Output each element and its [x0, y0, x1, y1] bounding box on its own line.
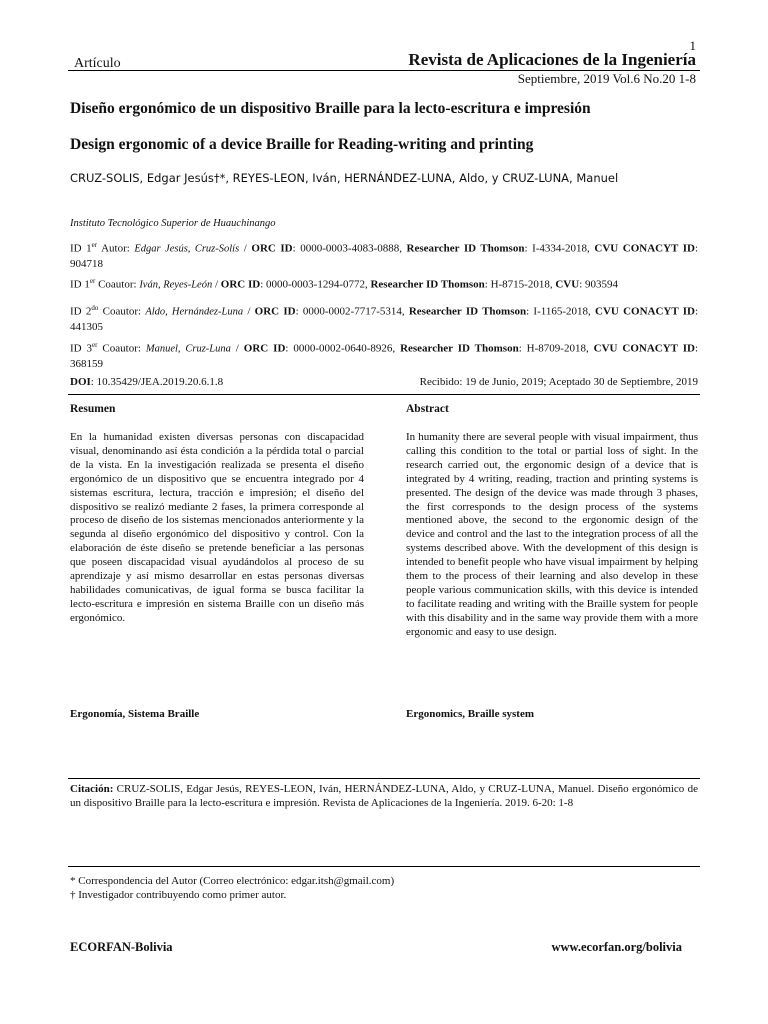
- author-id-1: ID 1er Autor: Edgar Jesús, Cruz-Solís / ORC ID: 0000-0003-4083-0888, Researcher ID Thomson: I-4334-2018, CVU CONACYT ID: 904718: [70, 241, 699, 270]
- journal-title: Revista de Aplicaciones de la Ingeniería: [408, 50, 696, 69]
- publisher-url[interactable]: www.ecorfan.org/bolivia: [551, 940, 682, 954]
- footnote-correspondence: * Correspondencia del Autor (Correo electrónico: edgar.itsh@gmail.com): [70, 875, 395, 887]
- doi[interactable]: DOI: 10.35429/JEA.2019.20.6.1.8: [70, 376, 224, 388]
- received-dates: Recibido: 19 de Junio, 2019; Aceptado 30 de Septiembre, 2019: [419, 376, 698, 388]
- title-english: Design ergonomic of a device Braille for Reading-writing and printing: [70, 136, 534, 153]
- institution: Instituto Tecnológico Superior de Huauchinango: [70, 218, 276, 229]
- author-id-4: ID 3er Coautor: Manuel, Cruz-Luna / ORC ID: 0000-0002-0640-8926, Researcher ID Thomson: H-8709-2018, CVU CONACYT ID: 368159: [70, 341, 699, 370]
- resumen-heading: Resumen: [70, 403, 116, 415]
- footnotes: [70, 874, 394, 902]
- abstract-text: In humanity there are several people with visual impairment, thus calling this condition to the total or partial loss of sight. In the research carried out, the ergonomic design of a device that is integrated by 4 writing, reading, traction and printing systems is presented. The design of the device was made through 3 phases, the first corresponds to the design process of the systems mentioned above, the second to the ergonomic design of the device and control and the last to the integration process of all the systems described above. With the development of this design is intended to benefit people who have visual impairment by helping them to the process of their learning and also develop in these people various communication skills, with this device is intended to facilitate reading and writing with the Braille system for people with this disability and in the same way provide them with a more ergonomic and easy to use design.: [406, 431, 698, 638]
- author-id-2: ID 1er Coautor: Iván, Reyes-León / ORC ID: 0000-0003-1294-0772, Researcher ID Thomson: H-8715-2018, CVU: 903594: [70, 277, 618, 291]
- citation: Citación: CRUZ-SOLIS, Edgar Jesús, REYES-LEON, Iván, HERNÁNDEZ-LUNA, Aldo, y CRUZ-LUNA, Manuel. Diseño ergonómico de un dispositivo Braille para la lecto-escritura e impresión. Revista de Aplicaciones de la Ingeniería. 2019. 6-20: 1-8: [70, 783, 698, 809]
- resumen-text: En la humanidad existen diversas personas con discapacidad visual, denominando así ésta condición a la pérdida total o parcial de la vista. En la investigación realizada se presenta el diseño ergonómico de un dispositivo que se encuentra integrado por 4 sistemas escritura, lectura, tracción e impresión; el diseño del dispositivo se realizó mediante 2 fases, la primera corresponde al proceso de diseño de los sistemas mencionados anteriormente y la segunda al diseño ergonómico del dispositivo y control. Con la elaboración de éste diseño se pretende beneficiar a las personas que poseen discapacidad visual ayudándolos al proceso de su aprendizaje y así mismo desarrollar en estas personas diversas habilidades comunicativas, de igual forma se busca facilitar la lecto-escritura e impresión en sistema Braille con un diseño más ergonómico.: [70, 431, 364, 624]
- title-spanish: Diseño ergonómico de un dispositivo Braille para la lecto-escritura e impresión: [70, 100, 591, 117]
- section-label: Artículo: [74, 56, 121, 71]
- issue-info: Septiembre, 2019 Vol.6 No.20 1-8: [517, 71, 696, 86]
- footnote-rule: [68, 866, 700, 867]
- citation-rule: [68, 778, 700, 779]
- author-list: CRUZ-SOLIS, Edgar Jesús†*, REYES-LEON, Iván, HERNÁNDEZ-LUNA, Aldo, y CRUZ-LUNA, Manuel: [70, 171, 619, 185]
- keywords-es: Ergonomía, Sistema Braille: [70, 708, 200, 720]
- keywords-en: Ergonomics, Braille system: [406, 708, 535, 720]
- author-id-3: ID $2^{do}$ Coautor: Aldo, Hernández-Luna / ORC ID: 0000-0002-7717-5314, Researcher ID Thomson: I-1165-2018, CVU CONACYT ID: 441305: [70, 304, 699, 333]
- page-number: 1: [689, 38, 696, 53]
- footnote-first-author: † Investigador contribuyendo como primer autor.: [70, 889, 287, 901]
- doi-rule: [68, 394, 700, 395]
- abstract-heading: Abstract: [406, 403, 449, 415]
- publisher-name: ECORFAN-Bolivia: [70, 940, 173, 954]
- doi-row: [70, 376, 698, 388]
